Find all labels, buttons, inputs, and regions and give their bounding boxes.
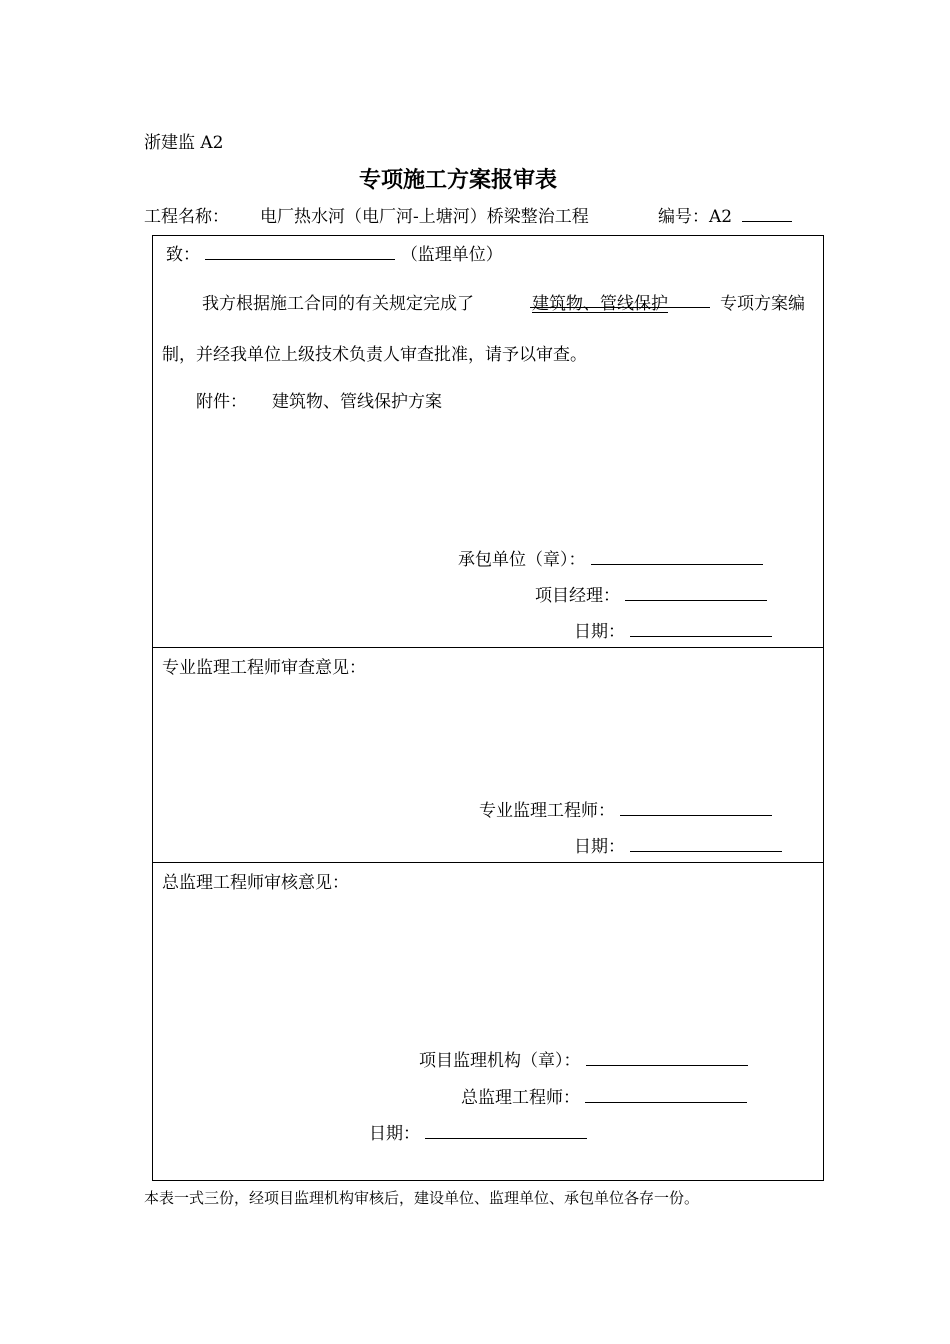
supervisor-unit-field[interactable]: [205, 243, 395, 260]
project-number-label: 编号：A2: [658, 207, 733, 227]
date-field-1[interactable]: [630, 620, 772, 637]
engineer-field[interactable]: [620, 799, 772, 816]
form-code: 浙建监 A2: [144, 133, 224, 153]
date-label-2: 日期：: [574, 837, 625, 857]
form-table: [152, 235, 824, 1181]
engineer-review-heading: 专业监理工程师审查意见：: [162, 658, 366, 678]
date-row-1: [574, 617, 772, 642]
attachment-label: 附件：: [196, 392, 247, 412]
attachment-suffix: 方案: [408, 392, 442, 412]
project-name-value: 电厂热水河（电厂河-上塘河）桥梁整治工程: [260, 207, 589, 227]
row-divider: [153, 862, 823, 863]
chief-label: 总监理工程师：: [461, 1088, 580, 1108]
footer-note: 本表一式三份，经项目监理机构审核后，建设单位、监理单位、承包单位各存一份。: [144, 1189, 700, 1207]
body-line-2: 制，并经我单位上级技术负责人审查批准，请予以审查。: [162, 345, 587, 365]
org-row: [419, 1046, 748, 1071]
filled-plan-underline: [530, 307, 710, 308]
attachment-item: 建筑物、管线保护: [272, 392, 408, 412]
date-label-1: 日期：: [574, 622, 625, 642]
project-number-row: [658, 202, 792, 227]
date-row-3: [369, 1119, 587, 1144]
engineer-label: 专业监理工程师：: [479, 801, 615, 821]
contractor-row: [458, 545, 763, 570]
chief-field[interactable]: [585, 1086, 747, 1103]
page-title: 专项施工方案报审表: [359, 167, 558, 193]
project-name-label: 工程名称：: [144, 207, 229, 227]
date-field-2[interactable]: [630, 835, 782, 852]
chief-row: [461, 1083, 747, 1108]
project-number-field[interactable]: [742, 205, 792, 222]
to-suffix: （监理单位）: [400, 245, 503, 265]
date-label-3: 日期：: [369, 1124, 420, 1144]
contractor-field[interactable]: [591, 548, 763, 565]
manager-row: [535, 581, 767, 606]
to-label: 致：: [166, 245, 200, 265]
org-label: 项目监理机构（章）：: [419, 1051, 581, 1071]
filled-plan-name: 建筑物、管线保护: [532, 294, 668, 314]
to-row: [166, 240, 503, 265]
date-field-3[interactable]: [425, 1122, 587, 1139]
manager-field[interactable]: [625, 584, 767, 601]
contractor-label: 承包单位（章）：: [458, 550, 586, 570]
manager-label: 项目经理：: [535, 586, 620, 606]
attachment-row: [272, 387, 442, 412]
body-line-1-prefix: 我方根据施工合同的有关规定完成了: [202, 294, 474, 314]
row-divider: [153, 647, 823, 648]
engineer-row: [479, 796, 772, 821]
date-row-2: [574, 832, 782, 857]
org-field[interactable]: [586, 1049, 748, 1066]
body-line-1-suffix: 专项方案编: [720, 294, 805, 314]
chief-review-heading: 总监理工程师审核意见：: [162, 873, 349, 893]
